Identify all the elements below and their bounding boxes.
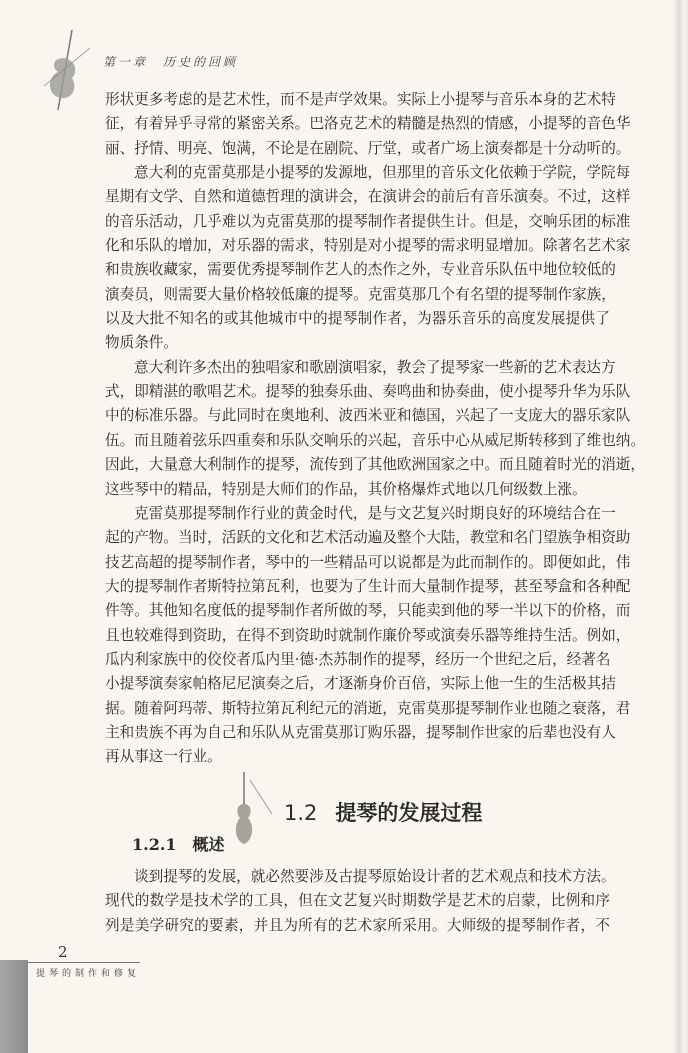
text-line: 再从事这一行业。: [105, 748, 222, 766]
section-heading: [232, 770, 532, 850]
text-line: 和贵族收藏家，需要优秀提琴制作艺人的杰作之外，专业音乐队伍中地位较低的: [105, 261, 616, 279]
text-line: 化和乐队的增加，对乐器的需求，特别是对小提琴的需求明显增加。除著名艺术家: [105, 237, 631, 255]
running-header: 第一章 历史的回顾: [103, 55, 239, 69]
text-line: 且也较难得到资助，在得不到资助时就制作廉价琴或演奏乐器等维持生活。例如，: [105, 626, 631, 644]
text-line: 以及大批不知名的或其他城市中的提琴制作者，为器乐音乐的高度发展提供了: [105, 310, 610, 328]
text-line: 谈到提琴的发展，就必然要涉及古提琴原始设计者的艺术观点和技术方法。: [134, 868, 616, 885]
text-line: 形状更多考虑的是艺术性，而不是声学效果。实际上小提琴与音乐本身的艺术特: [105, 91, 616, 108]
subsection-title: 概述: [192, 835, 225, 854]
text-line: 意大利的克雷莫那是小提琴的发源地，但那里的音乐文化依赖于学院，学院每: [134, 164, 631, 182]
footer-book-title: 提琴的制作和修复: [36, 969, 141, 979]
section-number: 1.2: [284, 801, 318, 825]
text-line: 这些琴中的精品，特别是大师们的作品，其价格爆炸式地以几何级数上涨。: [105, 480, 587, 498]
page-number: 2: [58, 943, 68, 961]
text-line: 因此，大量意大利制作的提琴，流传到了其他欧洲国家之中。而且随着时光的消逝，: [105, 456, 645, 474]
text-line: 物质条件。: [105, 334, 178, 352]
text-line: 的音乐活动，几乎难以为克雷莫那的提琴制作者提供生计。但是，交响乐团的标准: [105, 212, 631, 230]
text-line: 瓜内利家族中的佼佼者瓜内里·德·杰苏制作的提琴，经历一个世纪之后，经著名: [105, 650, 611, 668]
text-line: 丽、抒情、明亮、饱满，不论是在剧院、厅堂，或者广场上演奏都是十分动听的。: [105, 139, 631, 157]
text-line: 中的标准乐器。与此同时在奥地利、波西米亚和德国，兴起了一支庞大的器乐家队: [105, 407, 631, 425]
violin-icon: [232, 770, 284, 852]
footer-rule: [28, 962, 140, 963]
text-line: 主和贵族不再为自己和乐队从克雷莫那订购乐器，提琴制作世家的后辈也没有人: [105, 723, 616, 741]
text-line: 小提琴演奏家帕格尼尼演奏之后，才逐渐身价百倍，实际上他一生的生活极其拮: [105, 675, 616, 693]
text-line: 起的产物。当时，活跃的文化和艺术活动遍及整个大陆，教堂和名门望族争相资助: [105, 529, 631, 547]
text-line: 征，有着异乎寻常的紧密关系。巴洛克艺术的精髓是热烈的情感，小提琴的音色华: [105, 115, 631, 133]
text-line: 列是美学研究的要素，并且为所有的艺术家所采用。大师级的提琴制作者，不: [105, 916, 610, 934]
subsection-heading: [132, 832, 225, 855]
text-line: 星期有文学、自然和道德哲理的演讲会，在演讲会的前后有音乐演奏。不过，这样: [105, 188, 631, 206]
text-line: 件等。其他知名度低的提琴制作者所做的琴，只能卖到他的琴一半以下的价格，而: [105, 602, 631, 620]
text-line: 大的提琴制作者斯特拉第瓦利，也要为了生计而大量制作提琴，甚至琴盒和各种配: [105, 577, 631, 595]
text-line: 意大利许多杰出的独唱家和歌剧演唱家，教会了提琴家一些新的艺术表达方: [134, 358, 616, 376]
footer-bar: [0, 960, 28, 1053]
paragraph: [105, 356, 645, 502]
text-line: 演奏员，则需要大量价格较低廉的提琴。克雷莫那几个有名望的提琴制作家族，: [105, 285, 616, 303]
section-title: 提琴的发展过程: [335, 801, 483, 825]
paragraph: [105, 88, 631, 161]
section-body-text: [105, 865, 616, 938]
text-line: 式，即精湛的歌唱艺术。提琴的独奏乐曲、奏鸣曲和协奏曲，使小提琴升华为乐队: [105, 383, 631, 401]
cello-icon: [38, 28, 94, 112]
paragraph: [105, 502, 631, 770]
text-line: 技艺高超的提琴制作者，琴中的一些精品可以说都是为此而制作的。即便如此，伟: [105, 553, 631, 571]
paragraph: [105, 161, 631, 356]
text-line: 现代的数学是技术学的工具，但在文艺复兴时期数学是艺术的启蒙，比例和序: [105, 892, 610, 910]
text-line: 克雷莫那提琴制作行业的黄金时代，是与文艺复兴时期良好的环境结合在一: [134, 504, 616, 522]
body-text: [105, 88, 645, 770]
subsection-number: 1.2.1: [132, 835, 177, 854]
page-edge-shadow: [674, 0, 688, 1053]
text-line: 据。随着阿玛蒂、斯特拉第瓦利纪元的消逝，克雷莫那提琴制作业也随之衰落，君: [105, 699, 631, 717]
text-line: 伍。而且随着弦乐四重奏和乐队交响乐的兴起，音乐中心从威尼斯转移到了维也纳。: [105, 431, 645, 449]
